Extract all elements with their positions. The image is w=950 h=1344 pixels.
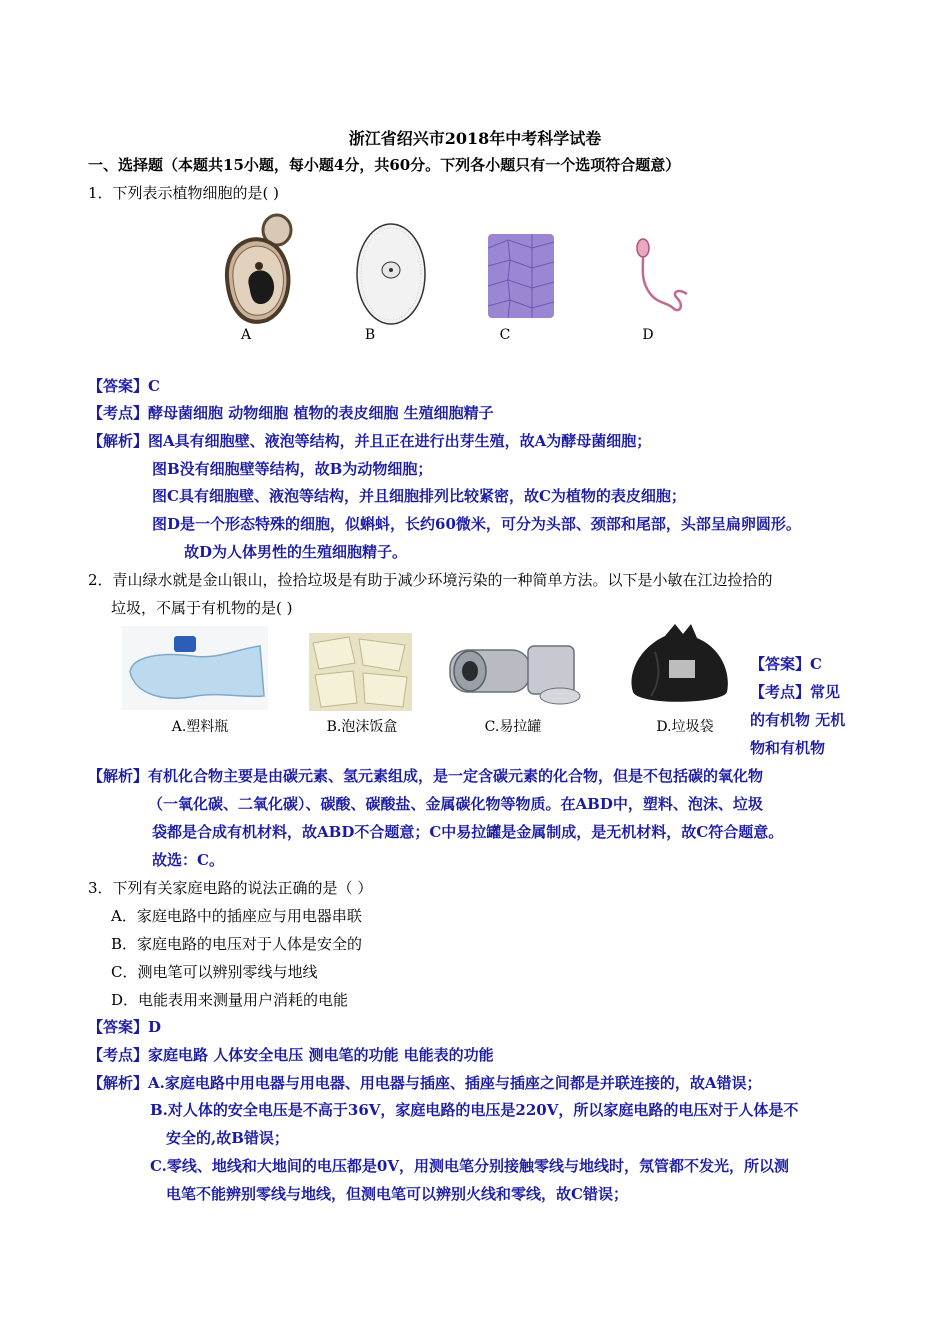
q1-analysis-0: 图A具有细胞壁、液泡等结构，并且正在进行出芽生殖，故A为酵母菌细胞； — [148, 432, 652, 450]
q2-answer-line — [750, 654, 822, 674]
question-1-stem: 1．下列表示植物细胞的是( ) — [88, 184, 280, 202]
point-tag: 【考点】 — [88, 404, 149, 422]
q3-option-c: C．测电笔可以辨别零线与地线 — [111, 963, 318, 981]
q1-label-c: C — [499, 327, 511, 343]
q2-point-2: 物和有机物 — [750, 739, 826, 757]
q2-point-0: 常见 — [810, 683, 841, 701]
point-tag: 【考点】 — [750, 683, 811, 701]
answer-tag: 【答案】 — [88, 1018, 149, 1036]
q2-analysis-1: （一氧化碳、二氧化碳）、碳酸、碳酸盐、金属碳化物等物质。在ABD中，塑料、泡沫、垃圾 — [148, 795, 763, 813]
q2-label-d: D.垃圾袋 — [656, 719, 714, 735]
q1-point: 酵母菌细胞 动物细胞 植物的表皮细胞 生殖细胞精子 — [148, 404, 494, 422]
q2-analysis-0: 有机化合物主要是由碳元素、氢元素组成，是一定含碳元素的化合物，但是不包括碳的氧化物 — [148, 767, 764, 785]
q3-point-line — [88, 1045, 494, 1065]
q3-analysis-1: B.对人体的安全电压是不高于36V，家庭电路的电压是220V，所以家庭电路的电压对于人体是不 — [150, 1101, 799, 1119]
plant-epidermis-cell-image — [488, 234, 554, 318]
q1-label-a: A — [240, 327, 252, 343]
q1-analysis-3: 图D是一个形态特殊的细胞，似蝌蚪，长约60微米，可分为头部、颈部和尾部，头部呈扁卵圆形。 — [152, 515, 801, 533]
q1-analysis-1: 图B没有细胞壁等结构，故B为动物细胞； — [152, 460, 433, 478]
q2-analysis-2: 袋都是合成有机材料，故ABD不合题意；C中易拉罐是金属制成，是无机材料，故C符合题意。 — [152, 823, 784, 841]
q2-label-a: A.塑料瓶 — [171, 719, 229, 735]
question-2-stem-2: 垃圾，不属于有机物的是( ) — [111, 599, 293, 617]
foam-lunchbox-image — [309, 633, 412, 711]
q2-point-1: 的有机物 无机 — [750, 711, 846, 729]
q2-label-b: B.泡沫饭盒 — [326, 719, 398, 735]
q3-point: 家庭电路 人体安全电压 测电笔的功能 电能表的功能 — [148, 1046, 494, 1064]
q3-analysis-4: 电笔不能辨别零线与地线，但测电笔可以辨别火线和零线，故C错误； — [166, 1185, 628, 1203]
q1-label-b: B — [364, 327, 376, 343]
q1-analysis-2: 图C具有细胞壁、液泡等结构，并且细胞排列比较紧密，故C为植物的表皮细胞； — [152, 487, 686, 505]
garbage-bag-image — [625, 622, 735, 706]
sperm-cell-image — [627, 236, 697, 316]
q3-answer: D — [148, 1018, 162, 1036]
q2-point-line — [750, 682, 840, 702]
q3-analysis-line — [88, 1073, 762, 1093]
q1-answer: C — [148, 377, 160, 395]
q1-analysis-line — [88, 431, 651, 451]
q2-analysis-3: 故选：C。 — [152, 851, 224, 869]
q1-analysis-4: 故D为人体男性的生殖细胞精子。 — [184, 543, 408, 561]
q3-option-a: A．家庭电路中的插座应与用电器串联 — [111, 907, 362, 925]
q2-answer: C — [810, 655, 822, 673]
q2-label-c: C.易拉罐 — [484, 719, 542, 735]
page-title: 浙江省绍兴市2018年中考科学试卷 — [348, 129, 602, 148]
plastic-bottle-image — [122, 626, 268, 710]
q1-label-d: D — [642, 327, 654, 343]
q3-analysis-2: 安全的,故B错误； — [166, 1129, 289, 1147]
question-2-stem-1: 2．青山绿水就是金山银山，捡拾垃圾是有助于减少环境污染的一种简单方法。以下是小敏在江边捡拾的 — [88, 571, 773, 589]
analysis-tag: 【解析】 — [88, 432, 149, 450]
yeast-cell-image — [215, 208, 305, 326]
section-heading: 一、选择题（本题共15小题，每小题4分，共60分。下列各小题只有一个选项符合题意） — [88, 156, 681, 174]
q3-option-d: D．电能表用来测量用户消耗的电能 — [111, 991, 349, 1009]
answer-tag: 【答案】 — [750, 655, 811, 673]
q3-option-b: B．家庭电路的电压对于人体是安全的 — [111, 935, 363, 953]
q3-analysis-0: A.家庭电路中用电器与用电器、用电器与插座、插座与插座之间都是并联连接的，故A错误； — [148, 1074, 762, 1092]
question-3-stem: 3．下列有关家庭电路的说法正确的是（ ） — [88, 879, 373, 897]
answer-tag: 【答案】 — [88, 377, 149, 395]
aluminum-can-image — [442, 628, 592, 712]
point-tag: 【考点】 — [88, 1046, 149, 1064]
q2-analysis-line — [88, 766, 763, 786]
q1-point-line — [88, 403, 494, 423]
q3-analysis-3: C.零线、地线和大地间的电压都是0V，用测电笔分别接触零线与地线时，氖管都不发光，所以测 — [150, 1157, 789, 1175]
analysis-tag: 【解析】 — [88, 767, 149, 785]
analysis-tag: 【解析】 — [88, 1074, 149, 1092]
q3-answer-line — [88, 1017, 161, 1037]
animal-cell-image — [352, 220, 430, 328]
q1-answer-line — [88, 376, 160, 396]
